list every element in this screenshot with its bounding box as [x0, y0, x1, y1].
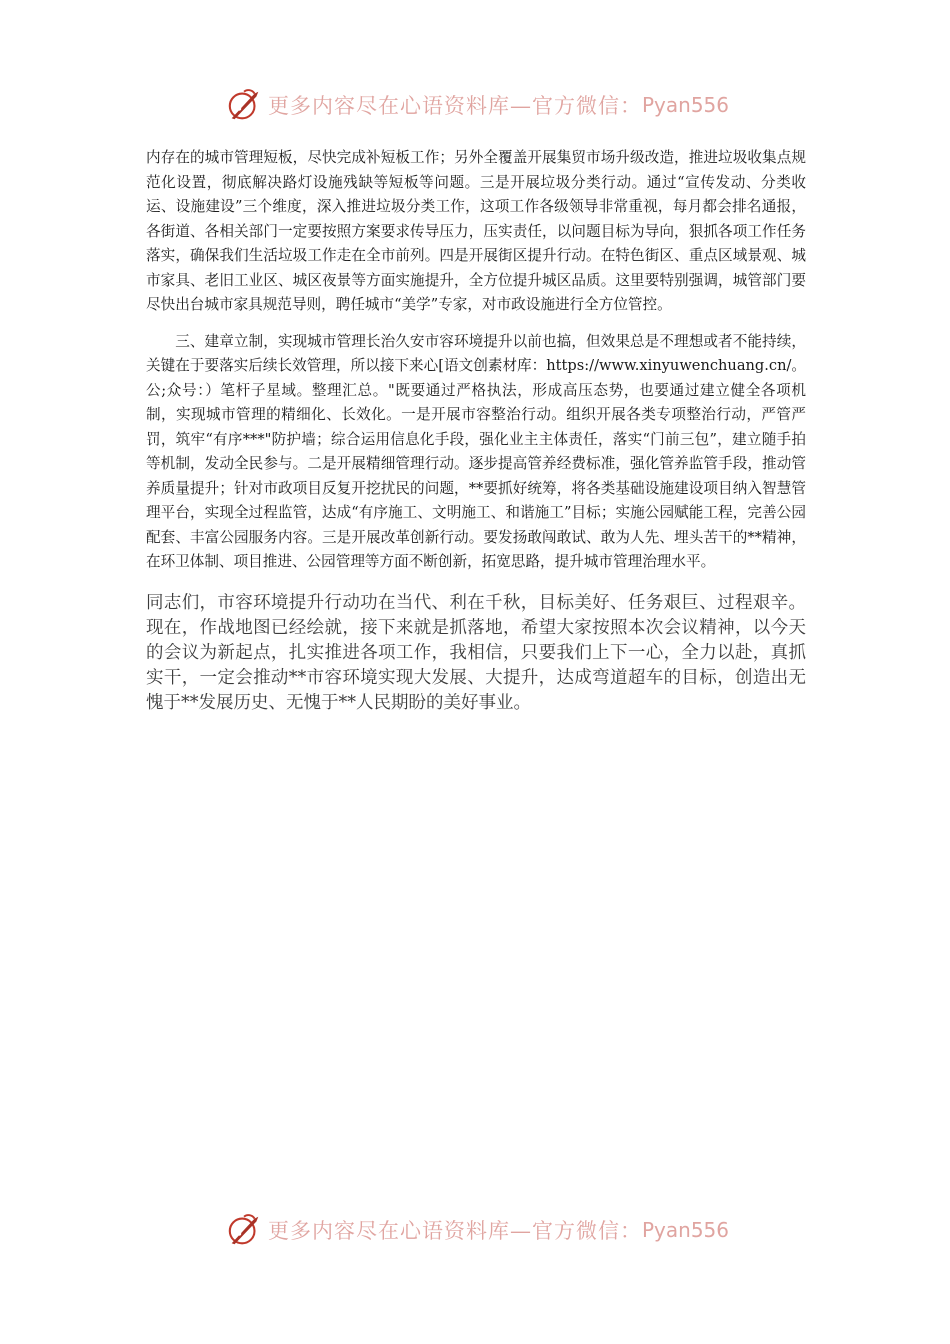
pen-quill-logo-icon [226, 86, 264, 124]
document-body [146, 146, 806, 716]
header-banner [226, 85, 730, 125]
banner-wechat-id: Pyan556 [642, 93, 730, 117]
banner-text: 更多内容尽在心语资料库—官方微信： [268, 1219, 642, 1243]
footer-banner [226, 1210, 730, 1250]
paragraph-2: 三、建章立制，实现城市管理长治久安市容环境提升以前也搞，但效果总是不理想或者不能持续，关键在于要落实后续长效管理，所以接下来心[语文创素材库：https://www.xinyuwenchuang.cn/。公;众号：）笔杆子星域。整理汇总。"既要通过严格执法，形成高压态势，也要通过建立健全各项机制，实现城市管理的精细化、长效化。一是开展市容整治行动。组织开展各类专项整治行动，严管严罚，筑牢“有序***"防护墙；综合运用信息化手段，强化业主主体责任，落实“门前三包”，建立随手拍等机制，发动全民参与。二是开展精细管理行动。逐步提高管养经费标准，强化管养监管手段，推动管养质量提升；针对市政项目反复开挖扰民的问题，**要抓好统筹，将各类基础设施建设项目纳入智慧管理平台，实现全过程监管，达成“有序施工、文明施工、和谐施工”目标；实施公园赋能工程，完善公园配套、丰富公园服务内容。三是开展改革创新行动。要发扬敢闯敢试、敢为人先、埋头苦干的**精神，在环卫体制、项目推进、公园管理等方面不断创新，拓宽思路，提升城市管理治理水平。 [146, 332, 806, 570]
paragraph-1: 内存在的城市管理短板，尽快完成补短板工作；另外全覆盖开展集贸市场升级改造，推进垃圾收集点规范化设置，彻底解决路灯设施残缺等短板等问题。三是开展垃圾分类行动。通过“宣传发动、分类收运、设施建设”三个维度，深入推进垃圾分类工作，这项工作各级领导非常重视，每月都会排名通报，各街道、各相关部门一定要按照方案要求传导压力，压实责任，以问题目标为导向，狠抓各项工作任务落实，确保我们生活垃圾工作走在全市前列。四是开展街区提升行动。在特色街区、重点区域景观、城市家具、老旧工业区、城区夜景等方面实施提升，全方位提升城区品质。这里要特别强调，城管部门要尽快出台城市家具规范导则，聘任城市“美学”专家，对市政设施进行全方位管控。 [146, 149, 806, 313]
paragraph-3: 同志们，市容环境提升行动功在当代、利在千秋，目标美好、任务艰巨、过程艰辛。现在，作战地图已经绘就，接下来就是抓落地，希望大家按照本次会议精神，以今天的会议为新起点，扎实推进各项工作，我相信，只要我们上下一心，全力以赴，真抓实干，一定会推动**市容环境实现大发展、大提升，达成弯道超车的目标，创造出无愧于**发展历史、无愧于**人民期盼的美好事业。 [146, 592, 806, 713]
pen-quill-logo-icon [226, 1211, 264, 1249]
banner-text: 更多内容尽在心语资料库—官方微信： [268, 94, 642, 118]
banner-wechat-id: Pyan556 [642, 1218, 730, 1242]
